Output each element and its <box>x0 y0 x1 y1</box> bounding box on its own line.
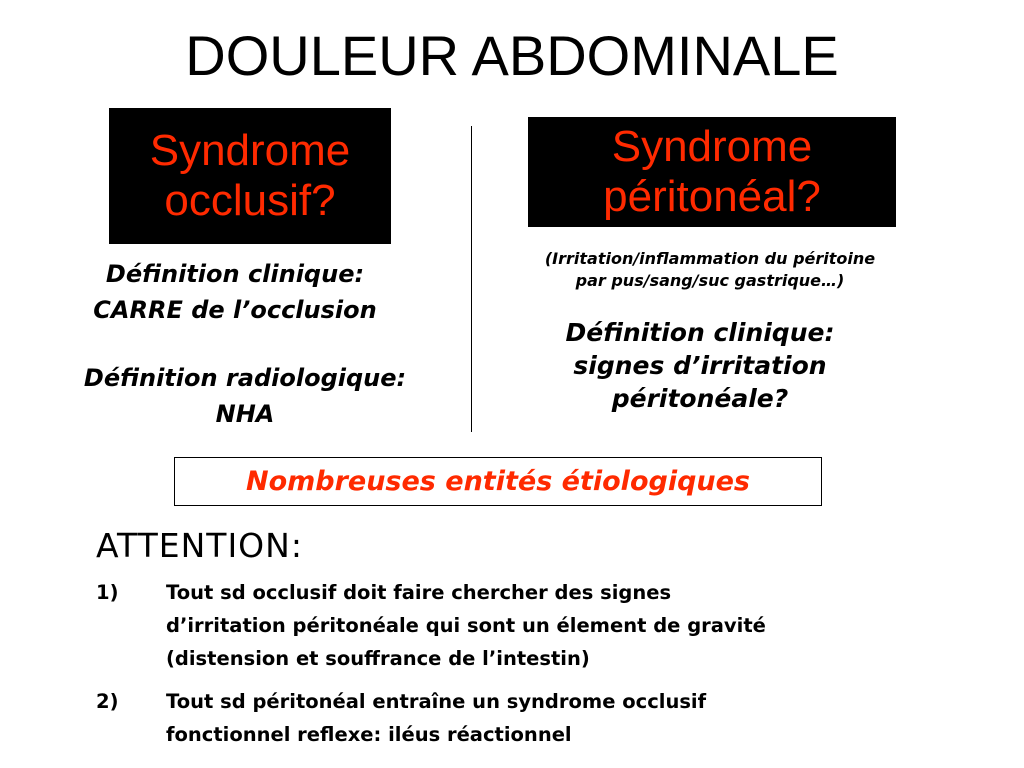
left-clinical-definition <box>30 256 440 328</box>
right-clinical-definition-line3: péritonéale? <box>611 384 789 413</box>
attention-heading: ATTENTION: <box>96 526 303 565</box>
right-clinical-definition <box>490 316 910 415</box>
syndrome-occlusif-box <box>109 108 391 244</box>
syndrome-peritoneal-line2: péritonéal? <box>603 172 821 221</box>
syndrome-occlusif-line1: Syndrome <box>149 126 351 175</box>
list-item-line: Tout sd péritonéal entraîne un syndrome occlusif <box>166 690 707 713</box>
left-radiological-definition <box>30 360 460 432</box>
list-item-line: fonctionnel reflexe: iléus réactionnel <box>166 723 572 746</box>
left-radiological-definition-line1: Définition radiologique: <box>83 364 407 392</box>
list-item-text <box>166 576 926 675</box>
list-item-number: 2) <box>96 690 119 713</box>
left-clinical-definition-line2: CARRE de l’occlusion <box>93 296 377 324</box>
list-item-text <box>166 685 926 751</box>
etiologies-box: Nombreuses entités étiologiques <box>174 457 822 506</box>
right-clinical-definition-line1: Définition clinique: <box>565 318 835 347</box>
list-item-line: Tout sd occlusif doit faire chercher des signes <box>166 581 672 604</box>
column-divider <box>471 126 472 432</box>
peritoneal-irritation-note <box>490 248 930 292</box>
list-item <box>96 685 926 751</box>
list-item-line: (distension et souffrance de l’intestin) <box>166 647 590 670</box>
list-item-number: 1) <box>96 581 119 604</box>
peritoneal-irritation-note-line1: (Irritation/inflammation du péritoine <box>544 249 876 268</box>
slide-title: DOULEUR ABDOMINALE <box>185 24 839 87</box>
left-clinical-definition-line1: Définition clinique: <box>105 260 365 288</box>
syndrome-peritoneal-line1: Syndrome <box>611 122 813 171</box>
syndrome-peritoneal-box <box>528 117 896 227</box>
left-radiological-definition-line2: NHA <box>215 400 275 428</box>
peritoneal-irritation-note-line2: par pus/sang/suc gastrique…) <box>575 271 845 290</box>
syndrome-occlusif-line2: occlusif? <box>164 176 336 225</box>
attention-list <box>96 576 926 761</box>
list-item <box>96 576 926 675</box>
right-clinical-definition-line2: signes d’irritation <box>573 351 827 380</box>
list-item-line: d’irritation péritonéale qui sont un élement de gravité <box>166 614 766 637</box>
